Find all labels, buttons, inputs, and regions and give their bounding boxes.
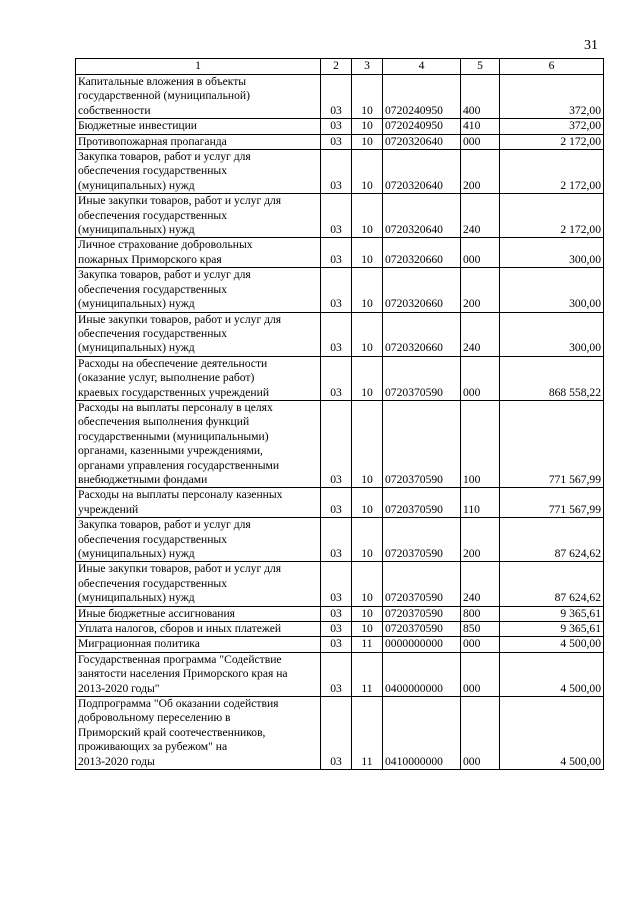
row-name-cell: Иные бюджетные ассигнования bbox=[76, 606, 321, 621]
row-section-cell: 03 bbox=[321, 356, 352, 400]
row-subsection-cell: 10 bbox=[352, 562, 383, 606]
row-expense-type-cell: 200 bbox=[461, 518, 500, 562]
table-row bbox=[76, 356, 604, 400]
row-expense-type-cell: 850 bbox=[461, 622, 500, 637]
table-row bbox=[76, 194, 604, 238]
row-subsection-cell: 10 bbox=[352, 312, 383, 356]
row-subsection-cell: 10 bbox=[352, 134, 383, 149]
row-amount-cell: 771 567,99 bbox=[500, 400, 604, 487]
page-number: 31 bbox=[584, 38, 598, 53]
row-expense-type-cell: 110 bbox=[461, 488, 500, 518]
row-expense-type-cell: 000 bbox=[461, 134, 500, 149]
row-target-article-cell: 0720370590 bbox=[383, 488, 461, 518]
row-name-cell: Расходы на обеспечение деятельности (оказание услуг, выполнение работ) краевых государственных учреждений bbox=[76, 356, 321, 400]
row-expense-type-cell: 000 bbox=[461, 637, 500, 652]
header-col-2: 2 bbox=[321, 59, 352, 75]
row-section-cell: 03 bbox=[321, 134, 352, 149]
row-subsection-cell: 10 bbox=[352, 194, 383, 238]
row-section-cell: 03 bbox=[321, 150, 352, 194]
row-expense-type-cell: 200 bbox=[461, 150, 500, 194]
row-section-cell: 03 bbox=[321, 606, 352, 621]
row-section-cell: 03 bbox=[321, 622, 352, 637]
row-subsection-cell: 10 bbox=[352, 400, 383, 487]
row-section-cell: 03 bbox=[321, 238, 352, 268]
row-amount-cell: 868 558,22 bbox=[500, 356, 604, 400]
row-target-article-cell: 0720370590 bbox=[383, 622, 461, 637]
table-row bbox=[76, 652, 604, 696]
row-target-article-cell: 0410000000 bbox=[383, 697, 461, 770]
table-row bbox=[76, 622, 604, 637]
row-name-cell: Закупка товаров, работ и услуг для обеспечения государственных (муниципальных) нужд bbox=[76, 518, 321, 562]
row-amount-cell: 9 365,61 bbox=[500, 606, 604, 621]
row-expense-type-cell: 000 bbox=[461, 356, 500, 400]
table-row bbox=[76, 400, 604, 487]
row-name-cell: Закупка товаров, работ и услуг для обеспечения государственных (муниципальных) нужд bbox=[76, 268, 321, 312]
row-target-article-cell: 0720320640 bbox=[383, 150, 461, 194]
row-target-article-cell: 0400000000 bbox=[383, 652, 461, 696]
row-subsection-cell: 10 bbox=[352, 356, 383, 400]
row-subsection-cell: 10 bbox=[352, 622, 383, 637]
row-amount-cell: 4 500,00 bbox=[500, 697, 604, 770]
table-body bbox=[76, 75, 604, 770]
row-section-cell: 03 bbox=[321, 75, 352, 119]
row-target-article-cell: 0720370590 bbox=[383, 356, 461, 400]
table-row bbox=[76, 75, 604, 119]
row-subsection-cell: 10 bbox=[352, 75, 383, 119]
row-target-article-cell: 0720320660 bbox=[383, 238, 461, 268]
table-row bbox=[76, 312, 604, 356]
row-expense-type-cell: 400 bbox=[461, 75, 500, 119]
row-amount-cell: 4 500,00 bbox=[500, 637, 604, 652]
row-name-cell: Расходы на выплаты персоналу в целях обеспечения выполнения функций государственными (муниципальными) органами, казенными учреждениями, органами управления государственными внебюджетными фондами bbox=[76, 400, 321, 487]
row-section-cell: 03 bbox=[321, 194, 352, 238]
header-col-6: 6 bbox=[500, 59, 604, 75]
row-expense-type-cell: 000 bbox=[461, 238, 500, 268]
row-name-cell: Иные закупки товаров, работ и услуг для обеспечения государственных (муниципальных) нужд bbox=[76, 562, 321, 606]
row-amount-cell: 9 365,61 bbox=[500, 622, 604, 637]
row-section-cell: 03 bbox=[321, 518, 352, 562]
row-target-article-cell: 0720240950 bbox=[383, 119, 461, 134]
row-target-article-cell: 0720320640 bbox=[383, 194, 461, 238]
row-section-cell: 03 bbox=[321, 652, 352, 696]
row-amount-cell: 300,00 bbox=[500, 268, 604, 312]
table-row bbox=[76, 488, 604, 518]
table-row bbox=[76, 134, 604, 149]
row-target-article-cell: 0720370590 bbox=[383, 400, 461, 487]
row-subsection-cell: 11 bbox=[352, 652, 383, 696]
row-amount-cell: 4 500,00 bbox=[500, 652, 604, 696]
header-col-3: 3 bbox=[352, 59, 383, 75]
row-target-article-cell: 0000000000 bbox=[383, 637, 461, 652]
row-name-cell: Бюджетные инвестиции bbox=[76, 119, 321, 134]
row-name-cell: Уплата налогов, сборов и иных платежей bbox=[76, 622, 321, 637]
row-section-cell: 03 bbox=[321, 268, 352, 312]
row-expense-type-cell: 240 bbox=[461, 312, 500, 356]
row-amount-cell: 300,00 bbox=[500, 238, 604, 268]
row-name-cell: Закупка товаров, работ и услуг для обеспечения государственных (муниципальных) нужд bbox=[76, 150, 321, 194]
table-row bbox=[76, 119, 604, 134]
row-subsection-cell: 10 bbox=[352, 606, 383, 621]
row-expense-type-cell: 000 bbox=[461, 652, 500, 696]
table-row bbox=[76, 150, 604, 194]
budget-table bbox=[75, 58, 604, 770]
table-row bbox=[76, 562, 604, 606]
table-row bbox=[76, 518, 604, 562]
row-name-cell: Подпрограмма "Об оказании содействия добровольному переселению в Приморский край соотечественников, проживающих за рубежом" на 2013-2020 годы bbox=[76, 697, 321, 770]
header-col-5: 5 bbox=[461, 59, 500, 75]
row-amount-cell: 87 624,62 bbox=[500, 562, 604, 606]
row-expense-type-cell: 240 bbox=[461, 562, 500, 606]
header-col-1: 1 bbox=[76, 59, 321, 75]
row-subsection-cell: 10 bbox=[352, 518, 383, 562]
row-section-cell: 03 bbox=[321, 637, 352, 652]
row-expense-type-cell: 240 bbox=[461, 194, 500, 238]
row-amount-cell: 87 624,62 bbox=[500, 518, 604, 562]
row-expense-type-cell: 000 bbox=[461, 697, 500, 770]
row-subsection-cell: 10 bbox=[352, 268, 383, 312]
table-row bbox=[76, 268, 604, 312]
row-name-cell: Иные закупки товаров, работ и услуг для обеспечения государственных (муниципальных) нужд bbox=[76, 312, 321, 356]
row-amount-cell: 771 567,99 bbox=[500, 488, 604, 518]
row-expense-type-cell: 200 bbox=[461, 268, 500, 312]
row-amount-cell: 372,00 bbox=[500, 119, 604, 134]
row-amount-cell: 300,00 bbox=[500, 312, 604, 356]
row-subsection-cell: 10 bbox=[352, 238, 383, 268]
row-expense-type-cell: 100 bbox=[461, 400, 500, 487]
row-expense-type-cell: 800 bbox=[461, 606, 500, 621]
row-target-article-cell: 0720320660 bbox=[383, 312, 461, 356]
row-section-cell: 03 bbox=[321, 119, 352, 134]
row-amount-cell: 2 172,00 bbox=[500, 194, 604, 238]
row-subsection-cell: 10 bbox=[352, 488, 383, 518]
row-section-cell: 03 bbox=[321, 488, 352, 518]
row-subsection-cell: 10 bbox=[352, 119, 383, 134]
table-row bbox=[76, 238, 604, 268]
table-row bbox=[76, 606, 604, 621]
row-subsection-cell: 10 bbox=[352, 150, 383, 194]
row-target-article-cell: 0720320660 bbox=[383, 268, 461, 312]
row-target-article-cell: 0720240950 bbox=[383, 75, 461, 119]
table-header-row bbox=[76, 59, 604, 75]
row-target-article-cell: 0720370590 bbox=[383, 606, 461, 621]
row-section-cell: 03 bbox=[321, 400, 352, 487]
row-subsection-cell: 11 bbox=[352, 637, 383, 652]
row-expense-type-cell: 410 bbox=[461, 119, 500, 134]
row-target-article-cell: 0720370590 bbox=[383, 562, 461, 606]
table-row bbox=[76, 697, 604, 770]
row-section-cell: 03 bbox=[321, 562, 352, 606]
row-target-article-cell: 0720370590 bbox=[383, 518, 461, 562]
row-name-cell: Иные закупки товаров, работ и услуг для обеспечения государственных (муниципальных) нужд bbox=[76, 194, 321, 238]
row-amount-cell: 2 172,00 bbox=[500, 134, 604, 149]
row-name-cell: Миграционная политика bbox=[76, 637, 321, 652]
row-name-cell: Противопожарная пропаганда bbox=[76, 134, 321, 149]
row-name-cell: Расходы на выплаты персоналу казенных учреждений bbox=[76, 488, 321, 518]
row-name-cell: Государственная программа "Содействие занятости населения Приморского края на 2013-2020 годы" bbox=[76, 652, 321, 696]
row-target-article-cell: 0720320640 bbox=[383, 134, 461, 149]
row-amount-cell: 372,00 bbox=[500, 75, 604, 119]
row-name-cell: Личное страхование добровольных пожарных Приморского края bbox=[76, 238, 321, 268]
row-amount-cell: 2 172,00 bbox=[500, 150, 604, 194]
table-row bbox=[76, 637, 604, 652]
row-section-cell: 03 bbox=[321, 312, 352, 356]
row-name-cell: Капитальные вложения в объекты государственной (муниципальной) собственности bbox=[76, 75, 321, 119]
header-col-4: 4 bbox=[383, 59, 461, 75]
row-subsection-cell: 11 bbox=[352, 697, 383, 770]
row-section-cell: 03 bbox=[321, 697, 352, 770]
